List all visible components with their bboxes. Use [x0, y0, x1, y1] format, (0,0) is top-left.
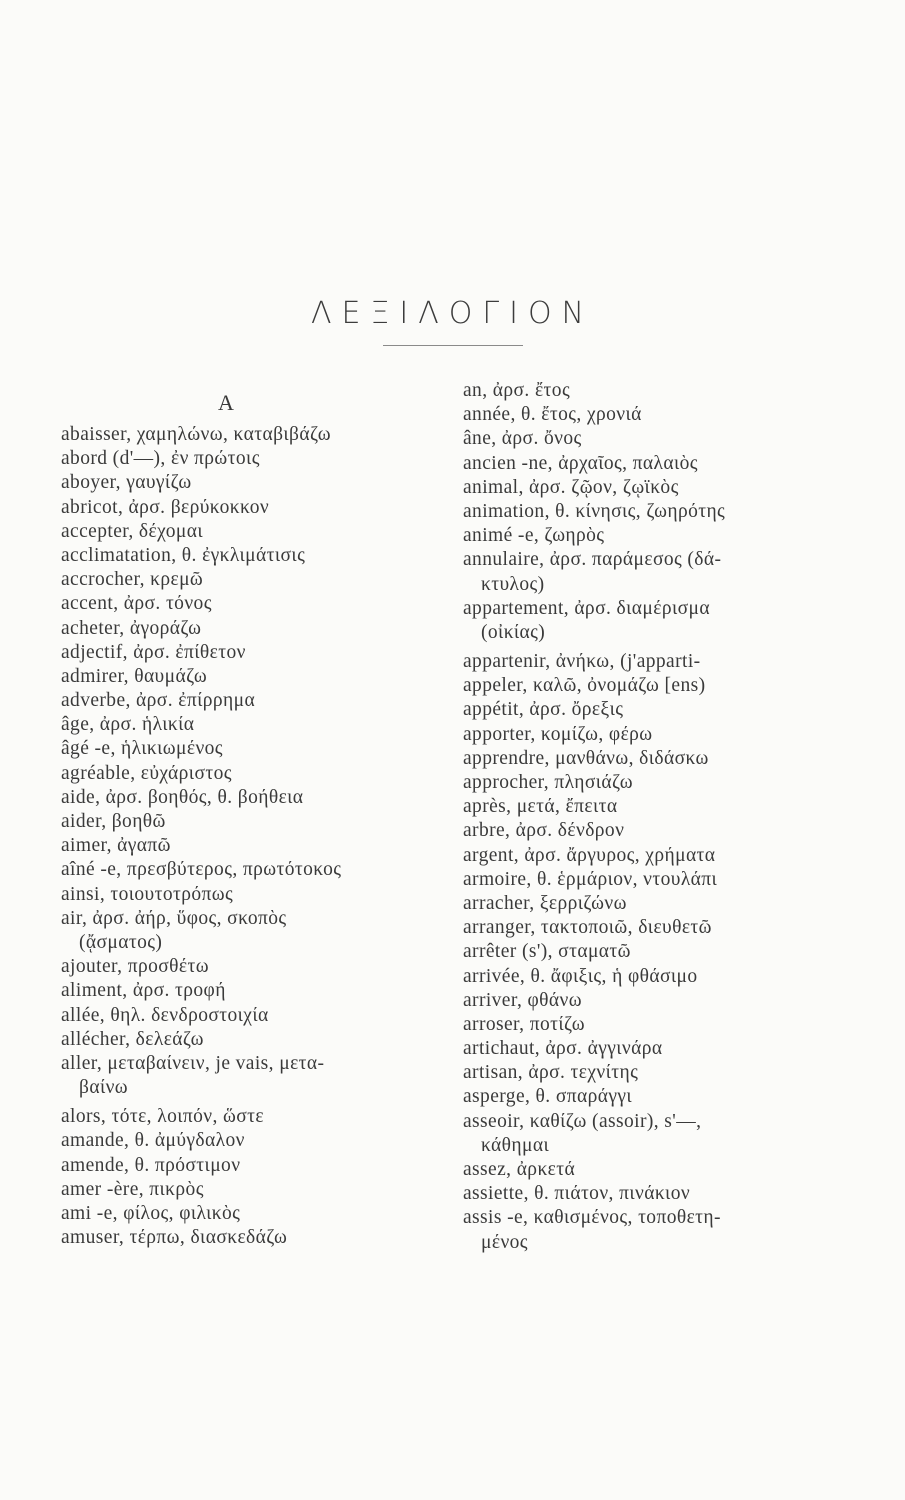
dictionary-entry: abord (d'—), ἐν πρώτοις	[61, 448, 260, 470]
dictionary-entry: aimer, ἀγαπῶ	[61, 835, 171, 857]
dictionary-entry: animation, θ. κίνησις, ζωηρότης	[463, 500, 726, 522]
dictionary-entry: arroser, ποτίζω	[463, 1013, 585, 1035]
dictionary-entry: asperge, θ. σπαράγγι	[463, 1086, 633, 1108]
entry-continuation: (οἰκίας)	[481, 621, 546, 643]
dictionary-entry: âne, ἀρσ. ὄνος	[463, 428, 582, 450]
entry-continuation: μένος	[481, 1231, 528, 1253]
dictionary-entry: ainsi, τοιουτοτρόπως	[61, 883, 234, 905]
dictionary-entry: arranger, τακτοποιῶ, διευθετῶ	[463, 917, 712, 939]
dictionary-entry: allée, θηλ. δενδροστοιχία	[61, 1004, 269, 1026]
dictionary-entry: arrêter (s'), σταματῶ	[463, 941, 631, 963]
dictionary-entry: assis -e, καθισμένος, τοποθετη-	[463, 1207, 721, 1229]
section-letter: A	[218, 390, 234, 415]
page-title: ΛΕΞΙΛΟΓΙΟΝ	[310, 296, 595, 331]
dictionary-entry: accepter, δέχομαι	[61, 520, 203, 542]
dictionary-entry: abaisser, χαμηλώνω, καταβιβάζω	[61, 424, 331, 445]
dictionary-entry: arrivée, θ. ἄφιξις, ἡ φθάσιμο	[463, 965, 698, 987]
dictionary-entry: allécher, δελεάζω	[61, 1028, 204, 1050]
dictionary-entry: aider, βοηθῶ	[61, 811, 166, 832]
dictionary-entry: apporter, κομίζω, φέρω	[463, 723, 653, 745]
dictionary-entry: annulaire, ἀρσ. παράμεσος (δά-	[463, 549, 722, 571]
dictionary-entry: approcher, πλησιάζω	[463, 772, 634, 793]
dictionary-entry: arbre, ἀρσ. δένδρον	[463, 820, 625, 842]
dictionary-entry: âge, ἀρσ. ἡλικία	[61, 714, 195, 736]
dictionary-entry: adverbe, ἀρσ. ἐπίρρημα	[61, 690, 256, 712]
dictionary-entry: aide, ἀρσ. βοηθός, θ. βοήθεια	[61, 786, 304, 808]
dictionary-entry: âgé -e, ἡλικιωμένος	[61, 738, 223, 760]
entry-continuation: (ᾄσματος)	[79, 931, 163, 953]
dictionary-entry: ami -e, φίλος, φιλικὸς	[61, 1203, 241, 1224]
entry-continuation: βαίνω	[79, 1077, 129, 1099]
dictionary-entry: année, θ. ἔτος, χρονιά	[463, 404, 642, 426]
dictionary-entry: asseoir, καθίζω (assoir), s'—,	[463, 1110, 702, 1132]
dictionary-entry: aîné -e, πρεσβύτερος, πρωτότοκος	[61, 859, 342, 881]
dictionary-entry: assiette, θ. πιάτον, πινάκιον	[463, 1183, 691, 1205]
entry-continuation: κάθημαι	[481, 1134, 550, 1156]
dictionary-entry: aliment, ἀρσ. τροφή	[61, 980, 226, 1002]
dictionary-entry: appartenir, ἀνήκω, (j'apparti-	[463, 651, 701, 673]
left-column	[61, 423, 441, 1250]
dictionary-entry: accent, ἀρσ. τόνος	[61, 593, 212, 615]
dictionary-entry: acheter, ἀγοράζω	[61, 617, 202, 639]
dictionary-entry: animé -e, ζωηρὸς	[463, 525, 605, 547]
right-column	[463, 379, 883, 1255]
dictionary-entry: agréable, εὐχάριστος	[61, 762, 232, 784]
dictionary-entry: an, ἀρσ. ἔτος	[463, 380, 571, 401]
dictionary-entry: animal, ἀρσ. ζῷον, ζῳϊκὸς	[463, 476, 679, 498]
dictionary-entry: air, ἀρσ. ἀήρ, ὕφος, σκοπὸς	[61, 907, 287, 929]
dictionary-entry: aboyer, γαυγίζω	[61, 472, 192, 494]
dictionary-entry: amer -ère, πικρὸς	[61, 1178, 204, 1200]
dictionary-entry: arracher, ξερριζώνω	[463, 892, 627, 914]
title-divider	[383, 345, 523, 346]
dictionary-entry: admirer, θαυμάζω	[61, 665, 208, 687]
dictionary-entry: appartement, ἀρσ. διαμέρισμα	[463, 597, 710, 619]
dictionary-entry: appeler, καλῶ, ὀνομάζω [ens)	[463, 675, 706, 697]
dictionary-entry: apprendre, μανθάνω, διδάσκω	[463, 747, 709, 769]
dictionary-entry: abricot, ἀρσ. βερύκοκκον	[61, 496, 270, 518]
dictionary-entry: après, μετά, ἔπειτα	[463, 796, 618, 818]
dictionary-entry: argent, ἀρσ. ἄργυρος, χρήματα	[463, 844, 716, 866]
dictionary-entry: armoire, θ. ἑρμάριον, ντουλάπι	[463, 868, 718, 890]
dictionary-entry: artisan, ἀρσ. τεχνίτης	[463, 1062, 639, 1084]
dictionary-entry: appétit, ἀρσ. ὄρεξις	[463, 699, 624, 721]
dictionary-entry: amende, θ. πρόστιμον	[61, 1154, 241, 1176]
dictionary-entry: adjectif, ἀρσ. ἐπίθετον	[61, 641, 246, 663]
dictionary-entry: aller, μεταβαίνειν, je vais, μετα-	[61, 1052, 325, 1074]
dictionary-entry: artichaut, ἀρσ. ἀγγινάρα	[463, 1038, 663, 1060]
dictionary-entry: assez, ἀρκετά	[463, 1159, 576, 1180]
entry-continuation: κτυλος)	[481, 573, 545, 595]
dictionary-entry: ajouter, προσθέτω	[61, 956, 209, 978]
dictionary-entry: acclimatation, θ. ἐγκλιμάτισις	[61, 544, 306, 566]
dictionary-entry: amuser, τέρπω, διασκεδάζω	[61, 1227, 288, 1249]
dictionary-entry: arriver, φθάνω	[463, 989, 582, 1011]
dictionary-entry: accrocher, κρεμῶ	[61, 569, 204, 591]
dictionary-entry: ancien -ne, ἀρχαῖος, παλαιὸς	[463, 452, 698, 474]
dictionary-entry: amande, θ. ἀμύγδαλον	[61, 1130, 245, 1152]
dictionary-entry: alors, τότε, λοιπόν, ὥστε	[61, 1106, 265, 1128]
